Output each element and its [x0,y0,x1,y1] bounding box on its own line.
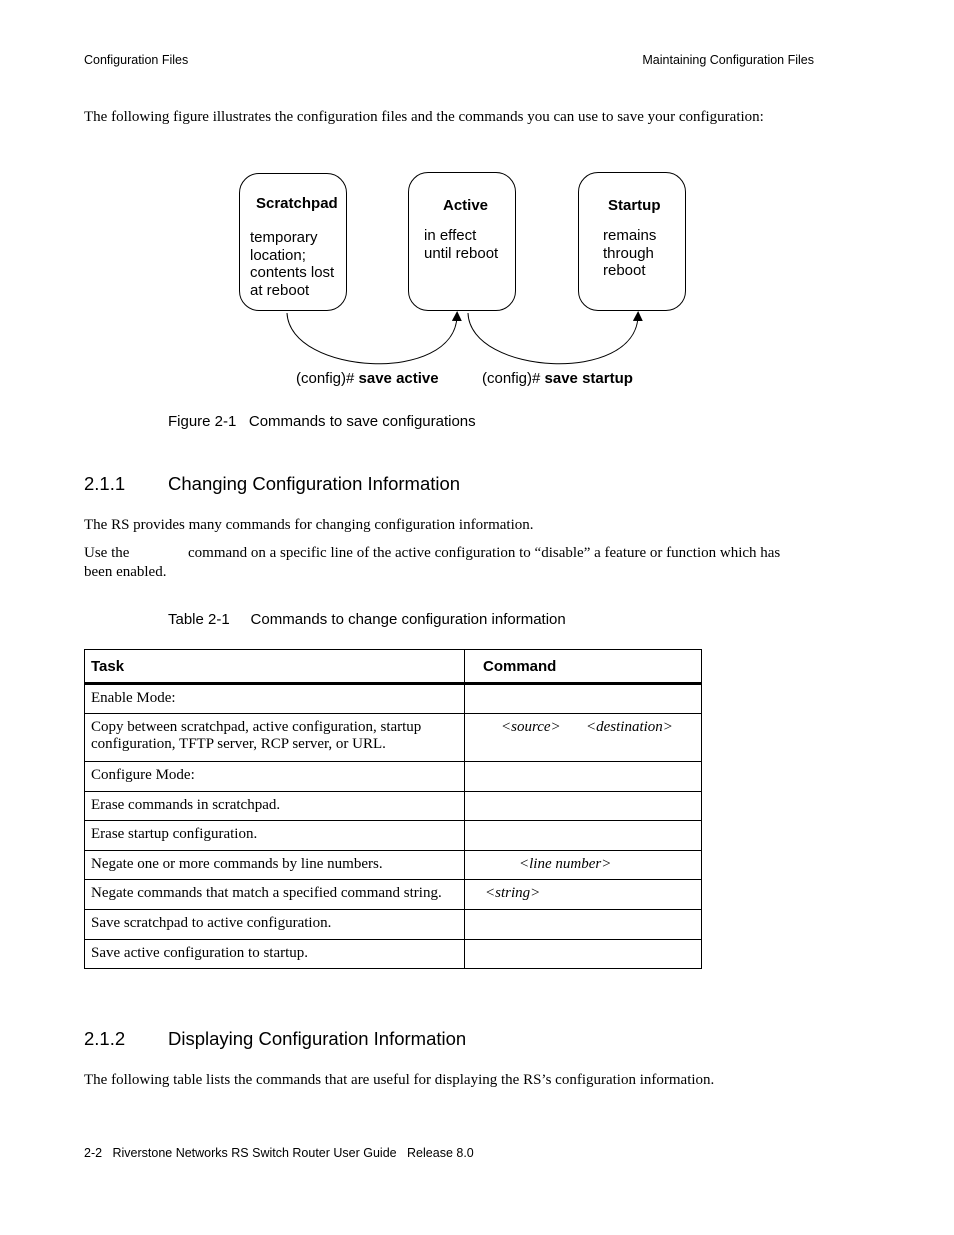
table-row [85,879,702,909]
table-row [85,909,702,939]
scratchpad-text: temporary location; contents lost at reboot [250,229,335,299]
task-cell: Save active configuration to startup. [85,939,465,968]
table-row [85,939,702,968]
startup-title: Startup [608,197,661,214]
active-text: in effect until reboot [424,227,499,262]
task-cell: Copy between scratchpad, active configuration, startup configuration, TFTP server, RCP server, or URL. [85,713,465,761]
save-startup-arrow [468,313,638,364]
task-header: Task [85,650,465,684]
section-number-2-1-2: 2.1.2 [84,1028,126,1049]
intro-paragraph: The following figure illustrates the configuration files and the commands you can use to save your configuration: [84,109,764,125]
section1-paragraph1: The RS provides many commands for changing configuration information. [84,517,534,533]
table-caption: Table 2-1 Commands to change configuration information [168,611,566,628]
task-cell: Erase startup configuration. [85,820,465,850]
command-cell [465,939,702,968]
command-cell [465,791,702,820]
config-commands-table [84,649,702,969]
running-header-right: Maintaining Configuration Files [642,53,814,67]
task-cell: Configure Mode: [85,761,465,791]
command-cell [465,850,702,879]
section1-paragraph2-rest: command on a specific line of the active configuration to “disable” a feature or function which has [188,545,781,561]
table-row [85,684,702,714]
string-arg: <string> [485,884,541,901]
save-active-command [296,370,439,387]
command-cell [465,820,702,850]
section-title-2-1-2: Displaying Configuration Information [168,1028,467,1049]
active-title: Active [443,197,489,214]
save-startup-keyword: save startup [544,370,633,387]
table-row [85,713,702,761]
section1-paragraph2-prefix: Use the [84,545,130,561]
command-cell [465,713,702,761]
save-arrows [0,0,954,420]
table-row [85,761,702,791]
command-cell [465,879,702,909]
scratchpad-title: Scratchpad [256,195,338,212]
save-active-arrow [287,313,457,364]
save-active-prefix: (config)# [296,370,355,387]
command-cell [465,684,702,714]
task-cell: Negate commands that match a specified command string. [85,879,465,909]
table-row [85,820,702,850]
startup-text: remains through reboot [603,227,657,279]
task-cell: Save scratchpad to active configuration. [85,909,465,939]
source-arg: <source> [501,718,561,735]
figure-caption: Figure 2-1 Commands to save configurations [168,413,476,430]
save-startup-prefix: (config)# [482,370,541,387]
save-startup-command [482,370,633,387]
table-row [85,850,702,879]
command-cell [465,761,702,791]
command-header: Command [465,650,702,684]
section1-paragraph2-line2: been enabled. [84,564,167,580]
running-header-left: Configuration Files [84,53,189,67]
task-cell: Erase commands in scratchpad. [85,791,465,820]
task-cell: Negate one or more commands by line numbers. [85,850,465,879]
table-row [85,791,702,820]
line-number-arg: <line number> [519,855,612,872]
command-cell [465,909,702,939]
destination-arg: <destination> [586,718,673,735]
table-header-row [85,650,702,684]
section-number-2-1-1: 2.1.1 [84,473,126,494]
page-footer: 2-2 Riverstone Networks RS Switch Router User Guide Release 8.0 [84,1146,474,1160]
section2-paragraph1: The following table lists the commands that are useful for displaying the RS’s configuration information. [84,1072,715,1088]
task-cell: Enable Mode: [85,684,465,714]
section-title-2-1-1: Changing Configuration Information [168,473,461,494]
save-active-keyword: save active [358,370,439,387]
